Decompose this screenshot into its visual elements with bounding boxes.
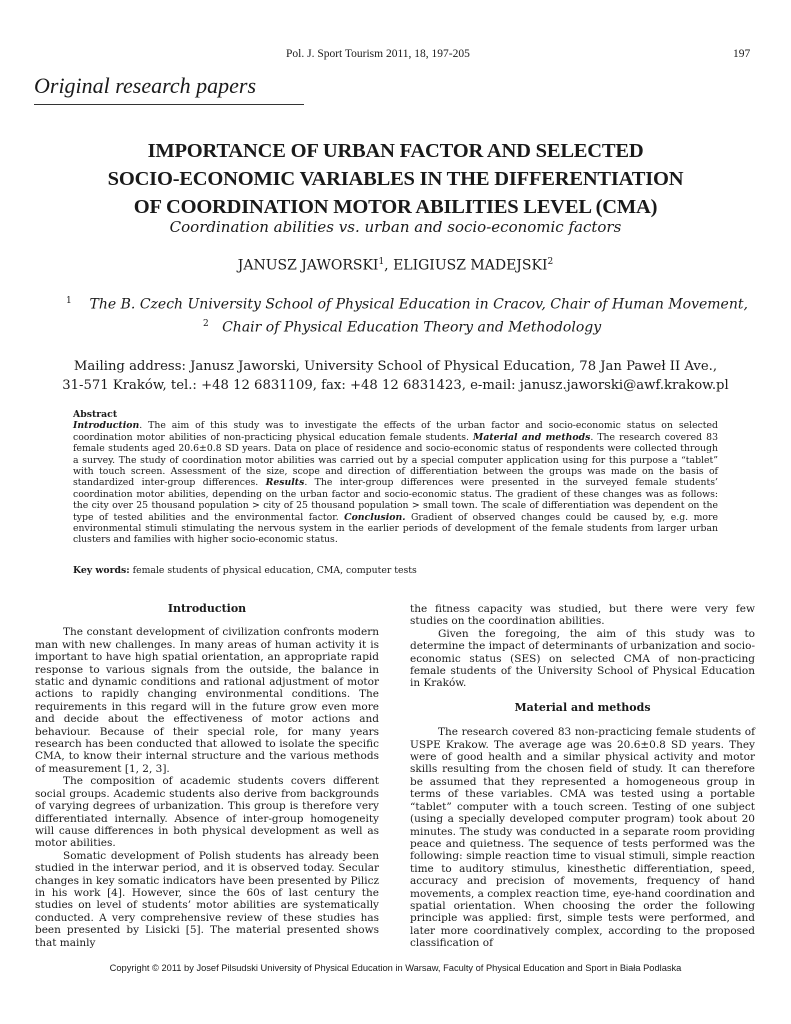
author-list <box>40 257 751 274</box>
affiliation-2-text: Chair of Physical Education Theory and Methodology <box>222 319 602 336</box>
intro-continuation: the fitness capacity was studied, but there were very few studies on the coordination abilities. <box>410 603 755 628</box>
author-2-affil-mark: 2 <box>547 257 554 267</box>
paper-title <box>40 137 751 221</box>
author-separator: , <box>384 257 394 274</box>
abstract <box>73 409 718 546</box>
section-divider <box>34 104 304 105</box>
affiliation-1-mark: 1 <box>66 296 72 306</box>
abstract-methods-label: Material and methods <box>473 431 591 443</box>
keywords <box>73 565 417 576</box>
affiliation-2-mark: 2 <box>203 319 209 329</box>
aim-paragraph: Given the foregoing, the aim of this study was to determine the impact of determinants of urbanization and socio-economic status (SES) on selected CMA of non-practicing female students of the University School of Physical Education in Kraków. <box>410 627 755 690</box>
title-line-2: SOCIO-ECONOMIC VARIABLES IN THE DIFFERENTIATION <box>107 168 684 190</box>
abstract-results: . The inter-group differences were presented in the surveyed female students’ coordination motor abilities, depending on the urban factor and socio-economic status. The gradient of these changes was as follows: the city over 25 thousand population > city of 25 thousand population > small town. The scale of differentiation was dependent on the type of tested abilities and the environmental factor. <box>73 477 719 523</box>
author-1-affil-mark: 1 <box>378 257 385 267</box>
intro-paragraph-2: The composition of academic students covers different social groups. Academic students also derive from backgrounds of varying degrees of urbanization. This group is therefore very differentiated internally. Absence of inter-group homogeneity will cause differences in both physical development as well as motor abilities. <box>35 775 379 850</box>
author-2: ELIGIUSZ MADEJSKI <box>393 257 548 274</box>
abstract-intro: . The aim of this study was to investigate the effects of the urban factor and socio-economic status on selected coordination motor abilities of non-practicing physical education female students. <box>73 420 718 443</box>
methods-paragraph: The research covered 83 non-practicing female students of USPE Krakow. The average age was 20.6±0.8 SD years. They were of good health and a similar physical activity and motor skills resulting from the chosen field of study. It can therefore be assumed that they represented a homogeneous group in terms of these variables. CMA was tested using a portable “tablet” computer with a touch screen. Testing of one subject (using a specially developed computer program) took about 20 minutes. The study was conducted in a separate room providing peace and quietness. The sequence of tests performed was the following: simple reaction time to visual stimuli, simple reaction time to auditory stimulus, kinesthetic differentiation, speed, accuracy and precision of movements, frequency of hand movements, a complex reaction time, eye-hand coordination and spatial orientation. When choosing the order the following principle was applied: first, simple tests were performed, and later more coordinatively complex, according to the proposed classification of <box>410 726 755 950</box>
mailing-address <box>40 357 751 395</box>
introduction-heading: Introduction <box>167 602 247 615</box>
right-column <box>410 603 755 950</box>
affiliation-2 <box>203 319 601 336</box>
affiliation-1 <box>66 296 748 313</box>
title-line-1: IMPORTANCE OF URBAN FACTOR AND SELECTED <box>147 140 644 162</box>
abstract-conclusion-label: Conclusion. <box>344 511 406 523</box>
abstract-heading: Abstract <box>73 409 118 420</box>
title-line-3: OF COORDINATION MOTOR ABILITIES LEVEL (CMA) <box>133 196 658 218</box>
abstract-results-label: Results <box>265 477 305 489</box>
intro-paragraph-3: Somatic development of Polish students has already been studied in the interwar period, and it is observed today. Secular changes in key somatic indicators have been presented by Pilicz in his work [4]. However, since the 60s of last century the studies on level of students’ motor abilities are systematically conducted. A very comprehensive review of these studies has been presented by Lisicki [5]. The material presented shows that mainly <box>35 849 379 949</box>
journal-citation: Pol. J. Sport Tourism 2011, 18, 197-205 <box>286 48 470 60</box>
left-column <box>35 603 379 949</box>
paper-subtitle: Coordination abilities vs. urban and socio-economic factors <box>169 218 622 236</box>
page-number: 197 <box>733 48 751 60</box>
intro-paragraph-1: The constant development of civilization confronts modern man with new challenges. In many areas of human activity it is important to have high spatial orientation, an appropriate rapid response to various signals from the outside, the balance in static and dynamic conditions and rational adjustment of motor actions to rapidly changing environmental conditions. The requirements in this regard will in the future grow even more and decide about the effectiveness of motor actions and behaviour. Because of their special role, for many years research has been conducted that allowed to isolate the specific CMA, to know their internal structure and the various methods of measurement [1, 2, 3]. <box>35 626 379 775</box>
mailing-line-2: 31-571 Kraków, tel.: +48 12 6831109, fax: +48 12 6831423, e-mail: janusz.jaworski@awf.krakow.pl <box>62 378 729 393</box>
affiliation-1-text: The B. Czech University School of Physical Education in Cracov, Chair of Human Movement, <box>89 296 748 313</box>
abstract-methods: . The research covered 83 female students aged 20.6±0.8 SD years. Data on place of residence and socio-economic status of respondents were collected through a survey. The study of coordination motor abilities was carried out by a special computer application using for this purpose a “tablet” with touch screen. Assessment of the size, scope and direction of differentiation between the groups was made on the basis of standardized inter-group differences. <box>73 431 718 489</box>
abstract-conclusion: Gradient of observed changes could be caused by, e.g. more environmental stimuli stimulating the nervous system in the earlier periods of development of the female students from larger urban clusters and families with higher socio-economic status. <box>73 511 718 546</box>
keywords-label: Key words: <box>73 565 130 576</box>
mailing-line-1: Mailing address: Janusz Jaworski, University School of Physical Education, 78 Jan Paweł II Ave., <box>73 359 718 374</box>
keywords-text: female students of physical education, CMA, computer tests <box>129 565 417 576</box>
methods-heading: Material and methods <box>514 700 651 714</box>
abstract-body <box>73 420 718 545</box>
abstract-intro-label: Introduction <box>73 420 140 432</box>
section-label: Original research papers <box>34 73 257 98</box>
copyright-footer: Copyright © 2011 by Josef Pilsudski University of Physical Education in Warsaw, Faculty of Physical Education and Sport in Biała Podlaska <box>109 963 682 973</box>
author-1: JANUSZ JAWORSKI <box>237 257 379 274</box>
